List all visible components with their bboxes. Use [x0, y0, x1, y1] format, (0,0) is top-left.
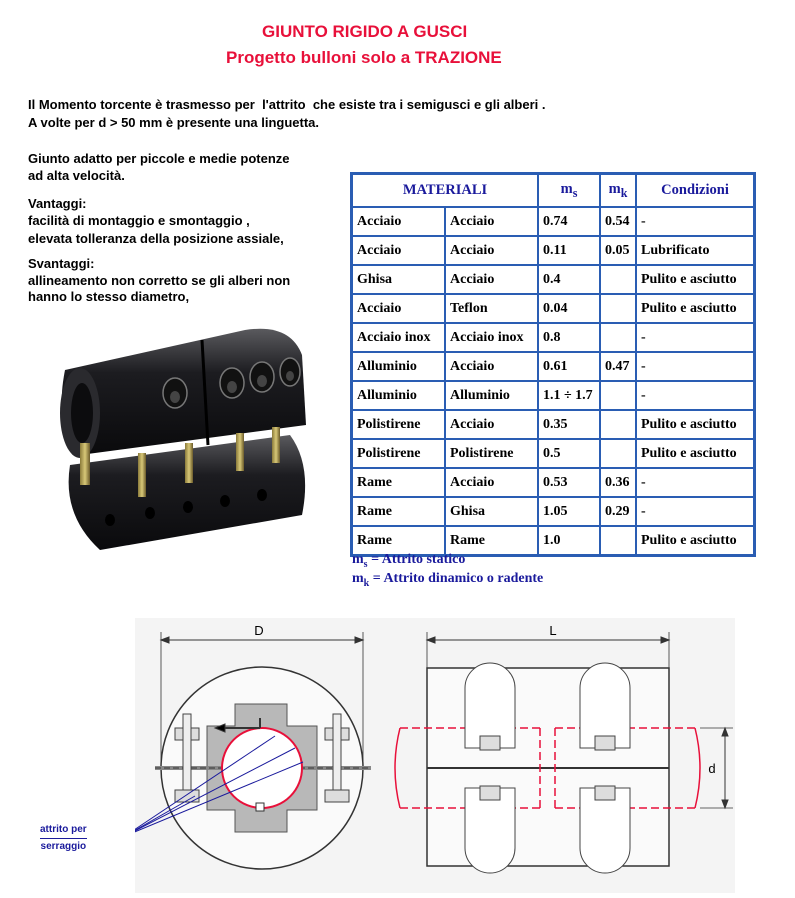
- mk-cell: 0.54: [600, 207, 636, 236]
- title: GIUNTO RIGIDO A GUSCI: [262, 22, 468, 41]
- coupling-photo: [40, 315, 330, 565]
- material-2-cell: Acciaio: [445, 207, 538, 236]
- table-row: [352, 381, 754, 410]
- material-1-cell: Alluminio: [352, 381, 445, 410]
- ms-cell: 0.8: [538, 323, 600, 352]
- material-1-cell: Acciaio inox: [352, 323, 445, 352]
- label-L: L: [549, 623, 557, 638]
- header-ms: $m_s$: [538, 174, 600, 207]
- table-row: [352, 352, 754, 381]
- intro-line-1: Il Momento torcente è trasmesso per l'attrito che esiste tra i semigusci e gli alberi .: [28, 97, 546, 112]
- legend-mk: $m_k$ = Attrito dinamico o radente: [352, 571, 544, 589]
- conditions-cell: -: [636, 323, 754, 352]
- mk-cell: 0.47: [600, 352, 636, 381]
- material-1-cell: Acciaio: [352, 294, 445, 323]
- mk-cell: 0.29: [600, 497, 636, 526]
- table-row: [352, 323, 754, 352]
- mk-cell: [600, 294, 636, 323]
- material-1-cell: Acciaio: [352, 207, 445, 236]
- conditions-cell: -: [636, 381, 754, 410]
- conditions-cell: Pulito e asciutto: [636, 439, 754, 468]
- ms-cell: 0.04: [538, 294, 600, 323]
- svantaggi-heading: Svantaggi:: [28, 256, 95, 271]
- ms-cell: 0.5: [538, 439, 600, 468]
- mk-cell: [600, 381, 636, 410]
- svantaggi-line-2: hanno lo stesso diametro,: [28, 289, 190, 304]
- table-row: [352, 207, 754, 236]
- header-mk: $m_k$: [600, 174, 636, 207]
- vantaggi-heading: Vantaggi:: [28, 196, 87, 211]
- svantaggi-line-1: allineamento non corretto se gli alberi non: [28, 273, 291, 288]
- conditions-cell: Pulito e asciutto: [636, 294, 754, 323]
- mk-cell: [600, 265, 636, 294]
- material-1-cell: Polistirene: [352, 439, 445, 468]
- header-conditions: Condizioni: [636, 174, 754, 207]
- mk-cell: [600, 410, 636, 439]
- mk-cell: [600, 323, 636, 352]
- material-1-cell: Alluminio: [352, 352, 445, 381]
- table-row: [352, 439, 754, 468]
- table-row: [352, 526, 754, 555]
- table-row: [352, 265, 754, 294]
- ms-cell: 0.4: [538, 265, 600, 294]
- material-2-cell: Rame: [445, 526, 538, 555]
- conditions-cell: -: [636, 468, 754, 497]
- mk-cell: 0.05: [600, 236, 636, 265]
- material-2-cell: Alluminio: [445, 381, 538, 410]
- description-line-2: ad alta velocità.: [28, 168, 125, 183]
- description-line-1: Giunto adatto per piccole e medie potenze: [28, 151, 290, 166]
- mk-cell: [600, 439, 636, 468]
- material-2-cell: Polistirene: [445, 439, 538, 468]
- mk-cell: 0.36: [600, 468, 636, 497]
- material-1-cell: Ghisa: [352, 265, 445, 294]
- conditions-cell: -: [636, 352, 754, 381]
- conditions-cell: Pulito e asciutto: [636, 265, 754, 294]
- conditions-cell: Pulito e asciutto: [636, 526, 754, 555]
- table-row: [352, 294, 754, 323]
- material-2-cell: Acciaio inox: [445, 323, 538, 352]
- material-1-cell: Acciaio: [352, 236, 445, 265]
- ms-cell: 0.61: [538, 352, 600, 381]
- legend-ms: $m_s$ = Attrito statico: [352, 552, 466, 570]
- vantaggi-line-2: elevata tolleranza della posizione assiale,: [28, 231, 284, 246]
- mk-cell: [600, 526, 636, 555]
- technical-drawing: [135, 618, 735, 893]
- ms-cell: 1.0: [538, 526, 600, 555]
- subtitle: Progetto bulloni solo a TRAZIONE: [226, 48, 502, 67]
- material-2-cell: Acciaio: [445, 352, 538, 381]
- conditions-cell: Lubrificato: [636, 236, 754, 265]
- table-header-row: [352, 174, 754, 207]
- material-1-cell: Polistirene: [352, 410, 445, 439]
- material-1-cell: Rame: [352, 497, 445, 526]
- ms-cell: 0.74: [538, 207, 600, 236]
- material-2-cell: Teflon: [445, 294, 538, 323]
- label-d: d: [708, 761, 716, 776]
- friction-note: attrito per serraggio: [40, 822, 87, 855]
- ms-cell: 1.05: [538, 497, 600, 526]
- ms-cell: 0.53: [538, 468, 600, 497]
- table-row: [352, 468, 754, 497]
- vantaggi-line-1: facilità di montaggio e smontaggio ,: [28, 213, 250, 228]
- material-2-cell: Acciaio: [445, 468, 538, 497]
- table-row: [352, 410, 754, 439]
- material-2-cell: Acciaio: [445, 265, 538, 294]
- ms-cell: 0.11: [538, 236, 600, 265]
- intro-line-2: A volte per d > 50 mm è presente una linguetta.: [28, 115, 320, 130]
- conditions-cell: -: [636, 207, 754, 236]
- material-2-cell: Acciaio: [445, 236, 538, 265]
- conditions-cell: -: [636, 497, 754, 526]
- table-row: [352, 497, 754, 526]
- material-2-cell: Acciaio: [445, 410, 538, 439]
- material-1-cell: Rame: [352, 526, 445, 555]
- material-2-cell: Ghisa: [445, 497, 538, 526]
- table-row: [352, 236, 754, 265]
- material-1-cell: Rame: [352, 468, 445, 497]
- friction-table: [350, 172, 756, 557]
- header-materials: MATERIALI: [352, 174, 538, 207]
- ms-cell: 1.1 ÷ 1.7: [538, 381, 600, 410]
- ms-cell: 0.35: [538, 410, 600, 439]
- label-D: D: [254, 623, 264, 638]
- conditions-cell: Pulito e asciutto: [636, 410, 754, 439]
